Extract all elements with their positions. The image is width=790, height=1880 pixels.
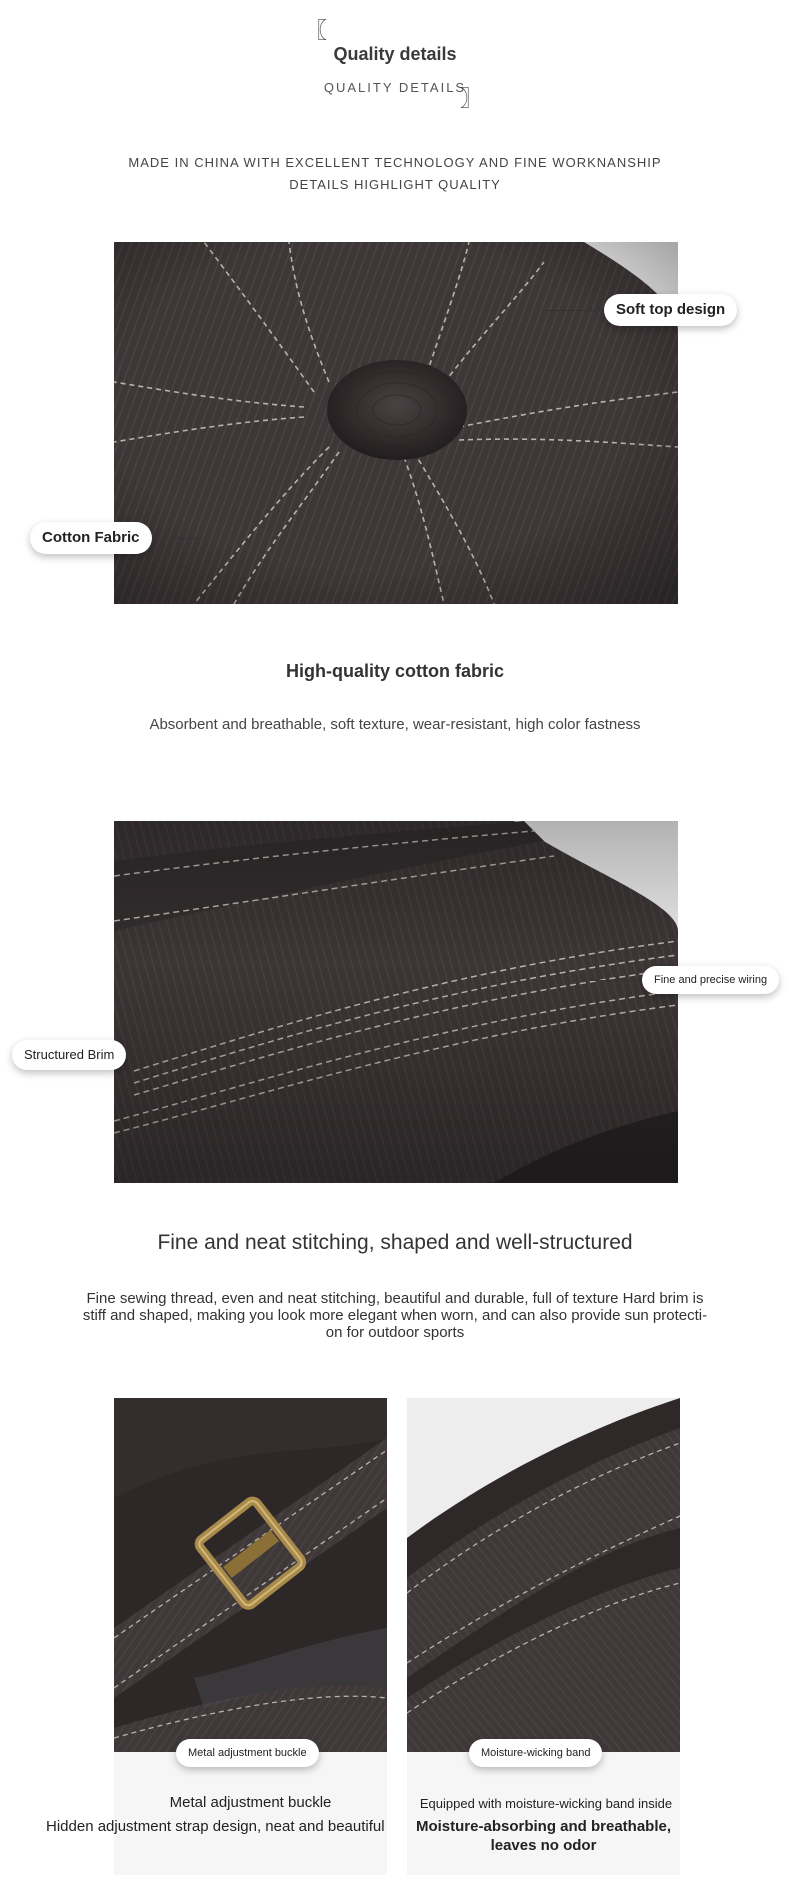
callout-cotton-fabric: Cotton Fabric — [30, 522, 152, 554]
cap-brim-photo — [114, 821, 678, 1183]
open-bracket-icon: 〖 — [305, 19, 328, 44]
section2-para-line-1: Fine sewing thread, even and neat stitching, beautiful and durable, full of texture Hard brim is — [86, 1290, 704, 1307]
callout-soft-top-design: Soft top design — [604, 294, 737, 326]
metal-buckle-photo — [114, 1398, 387, 1752]
right-card-title: Equipped with moisture-wicking band inside — [419, 1796, 673, 1811]
callout-fine-precise-wiring: Fine and precise wiring — [642, 966, 779, 994]
page-subtitle: QUALITY DETAILS — [323, 80, 467, 95]
section1-text: Absorbent and breathable, soft texture, wear-resistant, high color fastness — [149, 716, 641, 733]
section2-para-line-3: on for outdoor sports — [325, 1324, 465, 1341]
tagline-line-2: DETAILS HIGHLIGHT QUALITY — [289, 177, 501, 192]
right-card-subtitle-line-1: Moisture-absorbing and breathable, — [415, 1818, 672, 1835]
leader-line-structured-brim — [120, 1055, 178, 1056]
section2-para-line-2: stiff and shaped, making you look more elegant when worn, and can also provide sun protecti- — [82, 1307, 708, 1324]
cap-crown-photo — [114, 242, 678, 604]
close-bracket-icon: 〗 — [460, 87, 483, 112]
left-card-title: Metal adjustment buckle — [169, 1794, 332, 1811]
leader-line-soft-top — [545, 310, 607, 311]
left-card-subtitle: Hidden adjustment strap design, neat and beautiful — [46, 1818, 385, 1835]
sweatband-photo — [407, 1398, 680, 1752]
section2-heading: Fine and neat stitching, shaped and well-structured — [157, 1231, 633, 1254]
callout-structured-brim: Structured Brim — [12, 1040, 126, 1070]
page-title: Quality details — [333, 44, 457, 64]
badge-metal-adjustment-buckle: Metal adjustment buckle — [176, 1739, 319, 1767]
badge-moisture-wicking-band: Moisture-wicking band — [469, 1739, 602, 1767]
leader-line-wiring — [590, 980, 645, 981]
tagline-line-1: MADE IN CHINA WITH EXCELLENT TECHNOLOGY AND FINE WORKNANSHIP — [128, 155, 662, 170]
right-card-subtitle-line-2: leaves no odor — [490, 1837, 597, 1854]
section1-heading: High-quality cotton fabric — [286, 661, 504, 681]
